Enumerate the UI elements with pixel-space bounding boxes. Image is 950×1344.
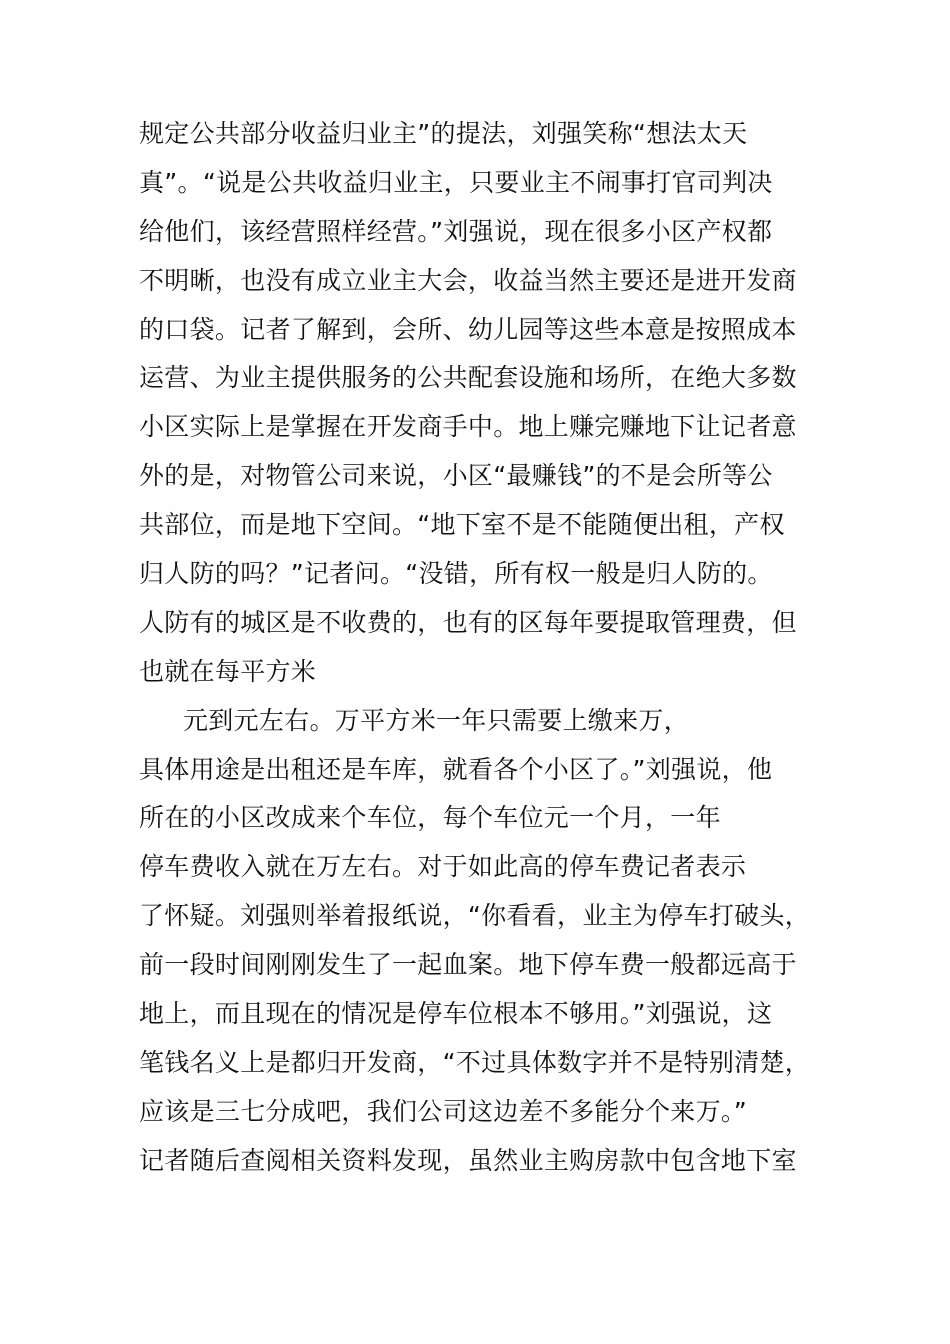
text-line: 具体用途是出租还是车库，就看各个小区了。”刘强说，他 bbox=[139, 754, 773, 784]
text-line: 共部位，而是地下空间。“地下室不是不能随便出租，产权 bbox=[139, 510, 785, 540]
text-line: 所在的小区改成来个车位，每个车位元一个月，一年 bbox=[139, 803, 721, 833]
text-line: 真”。“说是公共收益归业主，只要业主不闹事打官司判决 bbox=[139, 167, 773, 197]
text-line: 了怀疑。刘强则举着报纸说，“你看看，业主为停车打破头， bbox=[139, 901, 811, 931]
text-line: 地上，而且现在的情况是停车位根本不够用。”刘强说，这 bbox=[139, 999, 773, 1029]
text-line: 记者随后查阅相关资料发现，虽然业主购房款中包含地下室 bbox=[139, 1145, 797, 1175]
text-line: 停车费收入就在万左右。对于如此高的停车费记者表示 bbox=[139, 852, 747, 882]
text-line: 也就在每平方米 bbox=[139, 656, 317, 686]
text-line: 的口袋。记者了解到，会所、幼儿园等这些本意是按照成本 bbox=[139, 314, 797, 344]
text-line: 给他们，该经营照样经营。”刘强说，现在很多小区产权都 bbox=[139, 216, 773, 246]
text-line: 元到元左右。万平方米一年只需要上缴来万， bbox=[183, 705, 690, 735]
text-line: 归人防的吗？”记者问。“没错，所有权一般是归人防的。 bbox=[139, 559, 773, 589]
text-line: 人防有的城区是不收费的，也有的区每年要提取管理费，但 bbox=[139, 607, 797, 637]
text-line: 笔钱名义上是都归开发商，“不过具体数字并不是特别清楚， bbox=[139, 1047, 811, 1077]
text-line: 规定公共部分收益归业主”的提法，刘强笑称“想法太天 bbox=[139, 119, 748, 148]
text-line: 小区实际上是掌握在开发商手中。地上赚完赚地下让记者意 bbox=[139, 412, 797, 442]
text-line: 外的是，对物管公司来说，小区“最赚钱”的不是会所等公 bbox=[139, 461, 773, 491]
body-text bbox=[139, 110, 829, 1186]
text-line: 运营、为业主提供服务的公共配套设施和场所，在绝大多数 bbox=[139, 363, 797, 393]
text-line: 前一段时间刚刚发生了一起血案。地下停车费一般都远高于 bbox=[139, 950, 797, 980]
text-line: 不明晰，也没有成立业主大会，收益当然主要还是进开发商 bbox=[139, 265, 797, 295]
text-line: 应该是三七分成吧，我们公司这边差不多能分个来万。” bbox=[139, 1096, 747, 1126]
